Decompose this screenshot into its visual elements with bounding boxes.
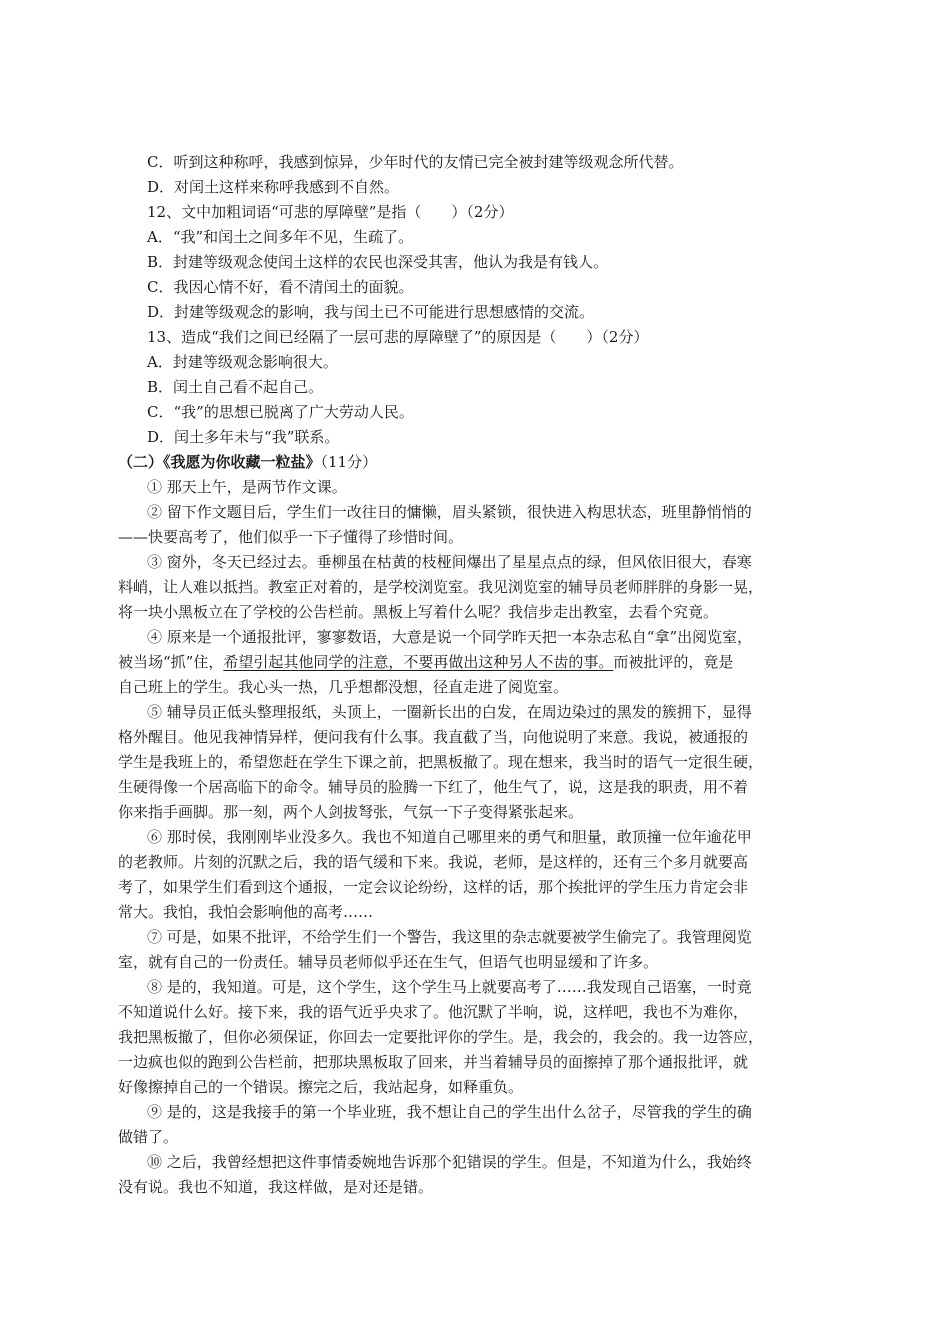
paragraph-9-line: 做错了。 (118, 1128, 179, 1146)
paragraph-8-line: 一边疯也似的跑到公告栏前，把那块黑板取了回来，并当着辅导员的面擦掉了那个通报批评，就 (118, 1053, 749, 1071)
paragraph-5-line: 生硬得像一个居高临下的命令。辅导员的脸腾一下红了，他生气了，说，这是我的职责，用不着 (118, 778, 749, 796)
paragraph-3-line: 将一块小黑板立在了学校的公告栏前。黑板上写着什么呢？我信步走出教室，去看个究竟。 (118, 603, 719, 621)
q13-option-b: B．闰土自己看不起自己。 (147, 378, 324, 396)
q12-option-b: B．封建等级观念使闰土这样的农民也深受其害，他认为我是有钱人。 (147, 253, 609, 271)
q13-stem: 13、造成“我们之间已经隔了一层可悲的厚障壁了”的原因是（ ）（2分） (147, 328, 649, 346)
paragraph-5-line: 你来指手画脚。那一刻，两个人剑拔弩张，气氛一下子变得紧张起来。 (118, 803, 584, 821)
q13-option-c: C．“我”的思想已脱离了广大劳动人民。 (147, 403, 414, 421)
paragraph-3-line: ③ 窗外，冬天已经过去。垂柳虽在枯黄的枝桠间爆出了星星点点的绿，但风依旧很大，春寒 (147, 553, 752, 571)
paragraph-4-line: 自己班上的学生。我心头一热，几乎想都没想，径直走进了阅览室。 (118, 678, 569, 696)
paragraph-5-line: 格外醒目。他见我神情异样，便问我有什么事。我直截了当，向他说明了来意。我说，被通报的 (118, 728, 749, 746)
q12-option-c: C．我因心情不好，看不清闰土的面貌。 (147, 278, 414, 296)
q13-option-a: A．封建等级观念影响很大。 (147, 353, 338, 371)
paragraph-7-line: ⑦ 可是，如果不批评，不给学生们一个警告，我这里的杂志就要被学生偷完了。我管理阅览 (147, 928, 752, 946)
paragraph-2-line: ——快要高考了，他们似乎一下子懂得了珍惜时间。 (118, 528, 464, 546)
paragraph-3-line: 料峭，让人难以抵挡。教室正对着的，是学校浏览室。我见浏览室的辅导员老师胖胖的身影一晃， (118, 578, 764, 596)
section-heading (118, 450, 838, 475)
paragraph-6-line: ⑥ 那时侯，我刚刚毕业没多久。我也不知道自己哪里来的勇气和胆量，敢顶撞一位年逾花甲 (147, 828, 752, 846)
paragraph-5-line: ⑤ 辅导员正低头整理报纸，头顶上，一圈新长出的白发，在周边染过的黑发的簇拥下，显得 (147, 703, 752, 721)
underlined-sentence: 希望引起其他同学的注意，不要再做出这种另人不齿的事。 (223, 653, 614, 671)
section-title: （二）《我愿为你收藏一粒盐》 (118, 453, 321, 471)
paragraph-10-line: ⑩ 之后，我曾经想把这件事情委婉地告诉那个犯错误的学生。但是，不知道为什么，我始终 (147, 1153, 752, 1171)
paragraph-6-line: 考了，如果学生们看到这个通报，一定会议论纷纷，这样的话，那个挨批评的学生压力肯定会非 (118, 878, 749, 896)
section-score: （11分） (320, 453, 378, 471)
paragraph-7-line: 室，就有自己的一份责任。辅导员老师似乎还在生气，但语气也明显缓和了许多。 (118, 953, 659, 971)
q12-option-d: D．封建等级观念的影响，我与闰土已不可能进行思想感情的交流。 (147, 303, 595, 321)
paragraph-4-line (118, 650, 838, 675)
p4-text-post: 而被批评的，竟是 (613, 653, 734, 671)
paragraph-6-line: 常大。我怕，我怕会影响他的高考…… (118, 903, 374, 921)
paragraph-10-line: 没有说。我也不知道，我这样做，是对还是错。 (118, 1178, 434, 1196)
q11-option-c: C．听到这种称呼，我感到惊异，少年时代的友情已完全被封建等级观念所代替。 (147, 153, 684, 171)
paragraph-2-line: ② 留下作文题目后，学生们一改往日的慵懒，眉头紧锁，很快进入构思状态，班里静悄悄的 (147, 503, 752, 521)
paragraph-6-line: 的老教师。片刻的沉默之后，我的语气缓和下来。我说，老师，是这样的，还有三个多月就要高 (118, 853, 749, 871)
p4-text-pre: 被当场“抓”住， (118, 653, 224, 671)
paragraph-4-line: ④ 原来是一个通报批评，寥寥数语，大意是说一个同学昨天把一本杂志私自“拿”出阅览室， (147, 628, 753, 646)
paragraph-9-line: ⑨ 是的，这是我接手的第一个毕业班，我不想让自己的学生出什么岔子，尽管我的学生的确 (147, 1103, 752, 1121)
paragraph-8-line: 我把黑板撤了，但你必须保证，你回去一定要批评你的学生。是，我会的，我会的。我一边答应， (118, 1028, 764, 1046)
q11-option-d: D．对闰土这样来称呼我感到不自然。 (147, 178, 400, 196)
paragraph-8-line: 不知道说什么好。接下来，我的语气近乎央求了。他沉默了半响，说，这样吧，我也不为难你， (118, 1003, 749, 1021)
q13-option-d: D．闰土多年未与“我”联系。 (147, 428, 340, 446)
q12-option-a: A．“我”和闰土之间多年不见，生疏了。 (147, 228, 414, 246)
paragraph-5-line: 学生是我班上的，希望您赶在学生下课之前，把黑板撤了。现在想来，我当时的语气一定很生硬， (118, 753, 764, 771)
q12-stem: 12、文中加粗词语“可悲的厚障壁”是指（ ）（2分） (147, 203, 514, 221)
paragraph-1: ① 那天上午，是两节作文课。 (147, 478, 347, 496)
paragraph-8-line: ⑧ 是的，我知道。可是，这个学生，这个学生马上就要高考了……我发现自己语塞，一时竟 (147, 978, 752, 996)
paragraph-8-line: 好像擦掉自己的一个错误。擦完之后，我站起身，如释重负。 (118, 1078, 524, 1096)
